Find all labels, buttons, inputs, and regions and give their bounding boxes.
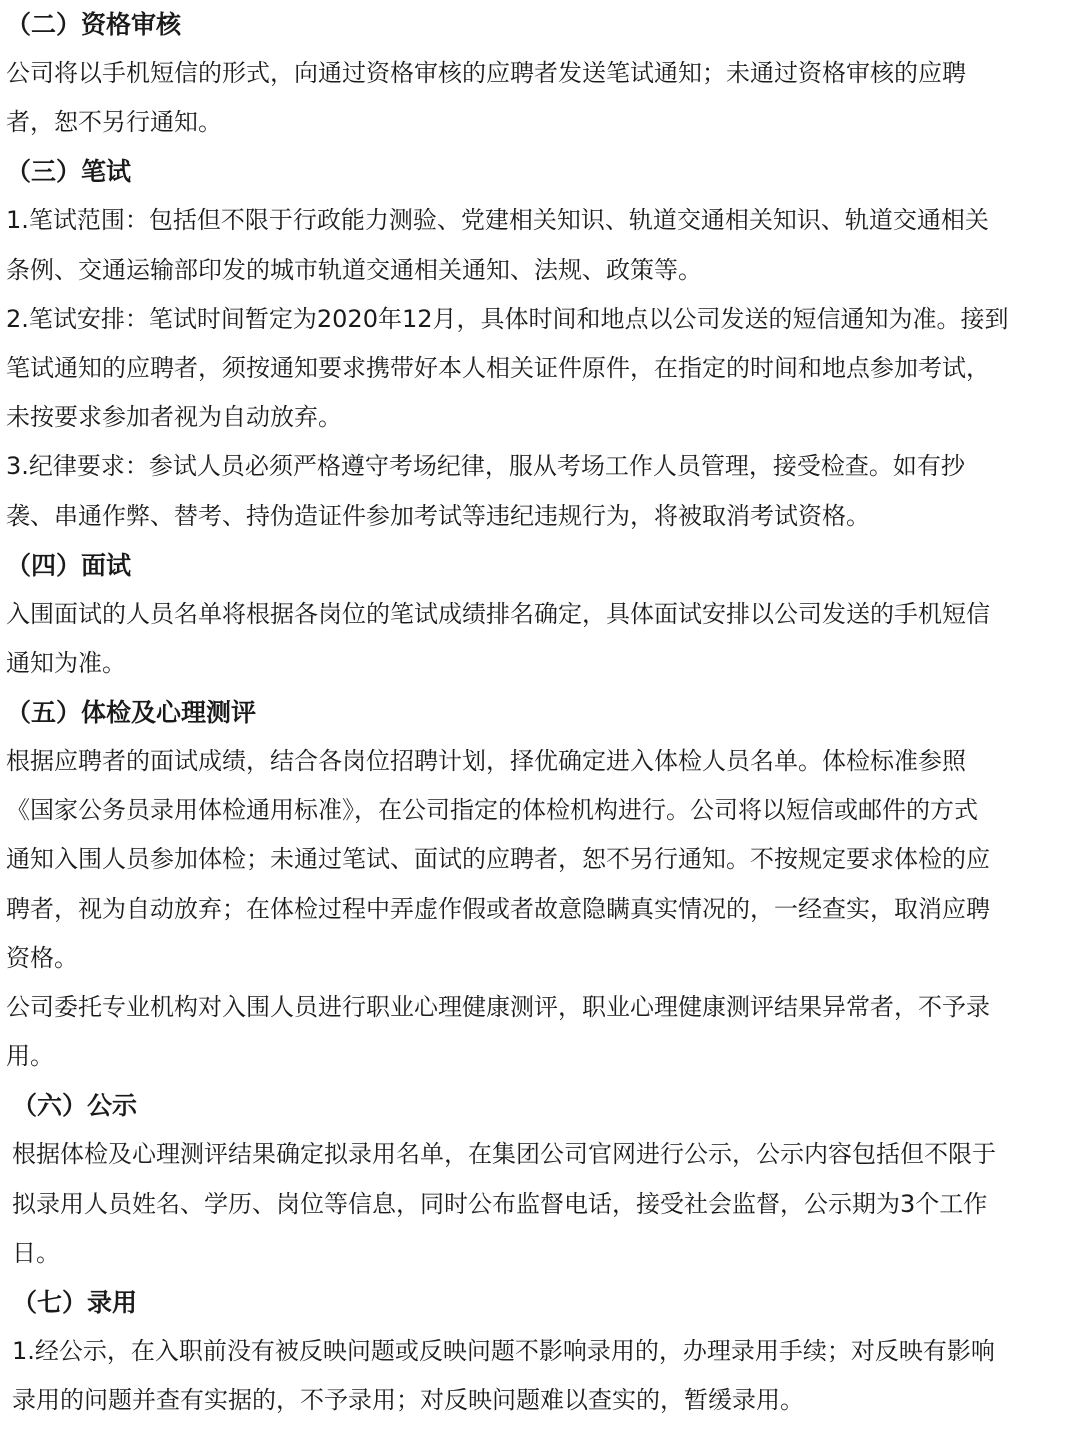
text-line: 者，恕不另行通知。: [6, 108, 222, 137]
text-line: 通知入围人员参加体检；未通过笔试、面试的应聘者，恕不另行通知。不按规定要求体检的应: [6, 845, 990, 874]
paragraph: [6, 737, 1058, 983]
text-line: 用。: [6, 1042, 54, 1071]
text-line: 3.纪律要求：参试人员必须严格遵守考场纪律，服从考场工作人员管理，接受检查。如有抄: [6, 452, 965, 481]
section-written-exam: [6, 147, 1058, 540]
text-line: 根据应聘者的面试成绩，结合各岗位招聘计划，择优确定进入体检人员名单。体检标准参照: [6, 747, 966, 776]
text-line: 未按要求参加者视为自动放弃。: [6, 403, 342, 432]
text-line: 2.笔试安排：笔试时间暂定为2020年12月，具体时间和地点以公司发送的短信通知为准。接到: [6, 304, 1009, 333]
paragraph: [6, 590, 1058, 688]
section-heading: （五）体检及心理测评: [6, 698, 257, 728]
paragraph: [6, 196, 1058, 294]
section-heading: （七）录用: [12, 1287, 138, 1317]
text-line: 袭、串通作弊、替考、持伪造证件参加考试等违纪违规行为，将被取消考试资格。: [6, 501, 870, 530]
text-line: 1.笔试范围：包括但不限于行政能力测验、党建相关知识、轨道交通相关知识、轨道交通相关: [6, 206, 989, 235]
text-line: 拟录用人员姓名、学历、岗位等信息，同时公布监督电话，接受社会监督，公示期为3个工作: [12, 1189, 988, 1218]
paragraph: [6, 295, 1058, 443]
section-heading: （三）笔试: [6, 157, 132, 187]
section-interview: [6, 541, 1058, 688]
section-qualification-review: [6, 0, 1058, 147]
text-line: 聘者，视为自动放弃；在体检过程中弄虚作假或者故意隐瞒真实情况的，一经查实，取消应聘: [6, 894, 990, 923]
text-line: 资格。: [6, 943, 78, 972]
text-line: 根据体检及心理测评结果确定拟录用名单，在集团公司官网进行公示，公示内容包括但不限于: [12, 1140, 996, 1169]
paragraph: [12, 1327, 1058, 1425]
text-line: 公司委托专业机构对入围人员进行职业心理健康测评，职业心理健康测评结果异常者，不予录: [6, 993, 990, 1021]
text-line: 入围面试的人员名单将根据各岗位的笔试成绩排名确定，具体面试安排以公司发送的手机短信: [6, 599, 990, 628]
section-employment: [6, 1278, 1058, 1425]
paragraph: [12, 1130, 1058, 1278]
section-heading: （二）资格审核: [6, 10, 182, 39]
paragraph: [6, 49, 1058, 147]
section-medical-and-psych: [6, 688, 1058, 1081]
section-heading: （四）面试: [6, 550, 132, 580]
text-line: 录用的问题并查有实据的，不予录用；对反映问题难以查实的，暂缓录用。: [12, 1386, 804, 1415]
text-line: 公司将以手机短信的形式，向通过资格审核的应聘者发送笔试通知；未通过资格审核的应聘: [6, 59, 966, 87]
paragraph: [6, 442, 1058, 540]
text-line: 《国家公务员录用体检通用标准》，在公司指定的体检机构进行。公司将以短信或邮件的方式: [6, 796, 978, 825]
section-public-notice: [6, 1081, 1058, 1278]
paragraph: [6, 983, 1058, 1081]
text-line: 条例、交通运输部印发的城市轨道交通相关通知、法规、政策等。: [6, 255, 702, 284]
text-line: 笔试通知的应聘者，须按通知要求携带好本人相关证件原件，在指定的时间和地点参加考试，: [6, 353, 990, 382]
section-heading: （六）公示: [12, 1091, 138, 1121]
text-line: 日。: [12, 1238, 60, 1267]
text-line: 1.经公示，在入职前没有被反映问题或反映问题不影响录用的，办理录用手续；对反映有影响: [12, 1336, 995, 1365]
text-line: 通知为准。: [6, 648, 126, 677]
